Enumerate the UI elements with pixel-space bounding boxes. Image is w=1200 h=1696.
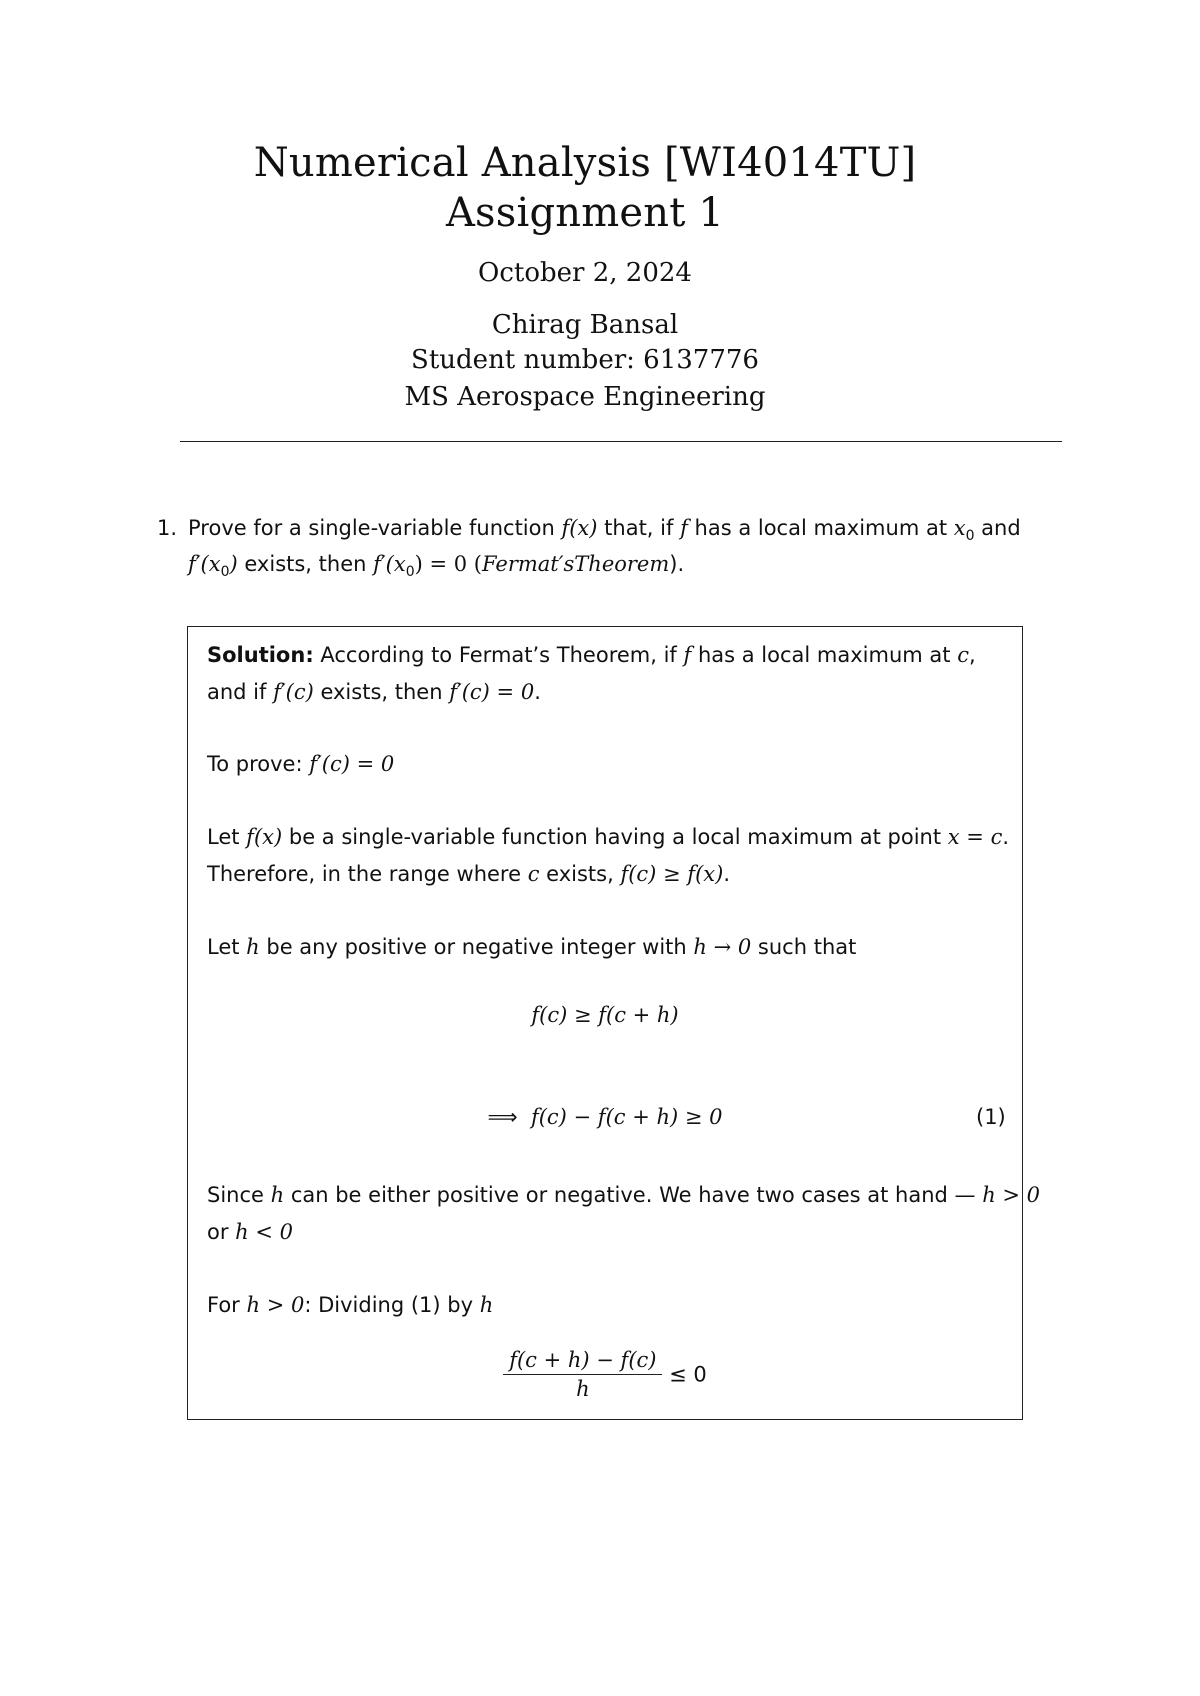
document-title: Numerical Analysis [WI4014TU] — [253, 140, 917, 186]
question-line-2: $f'(x_0)$ exists, then $f'(x_0) = 0$ (Fermat′sTheorem). — [188, 552, 685, 581]
equation-1-tag: (1) — [976, 1105, 1006, 1129]
solution-line-therefore: Therefore, in the range where c exists, f(c) ≥ f(x). — [207, 862, 730, 886]
document-date: October 2, 2024 — [478, 258, 692, 288]
solution-line-2: and if f′(c) exists, then f′(c) = 0. — [207, 680, 541, 704]
author-name: Chirag Bansal — [491, 310, 679, 340]
case-h-positive: For h > 0: Dividing (1) by h — [207, 1293, 494, 1317]
student-number: Student number: 6137776 — [411, 345, 759, 375]
equation-1: ⟹ f(c) − f(c + h) ≥ 0 — [487, 1105, 723, 1129]
solution-line-1: Solution: According to Fermat’s Theorem, if f has a local maximum at c, — [207, 643, 976, 667]
solution-line-let-h: Let h be any positive or negative integer with h → 0 such that — [207, 935, 857, 959]
solution-label: Solution: — [207, 643, 314, 667]
to-prove-line: To prove: f′(c) = 0 — [207, 752, 395, 776]
program-name: MS Aerospace Engineering — [404, 382, 766, 412]
assignment-subtitle: Assignment 1 — [445, 190, 725, 236]
solution-line-or: or h < 0 — [207, 1220, 294, 1244]
difference-quotient: $\frac{f(c + h) - f(c)}{h}$ — [503, 1348, 662, 1401]
solution-line-since: Since h can be either positive or negative. We have two cases at hand — h > 0 — [207, 1183, 1041, 1207]
equation-inequality: f(c) ≥ f(c + h) — [531, 1003, 679, 1027]
question-number: 1. — [157, 516, 178, 540]
solution-line-let-f: Let f(x) be a single-variable function having a local maximum at point x = c. — [207, 825, 1010, 849]
fraction-inequality: $\frac{f(c + h) - f(c)}{h}$ ≤ 0 — [0, 1348, 1200, 1401]
header-divider — [180, 441, 1062, 442]
question-line-1: Prove for a single-variable function f(x) that, if f has a local maximum at $x_0$ and — [188, 516, 1021, 545]
